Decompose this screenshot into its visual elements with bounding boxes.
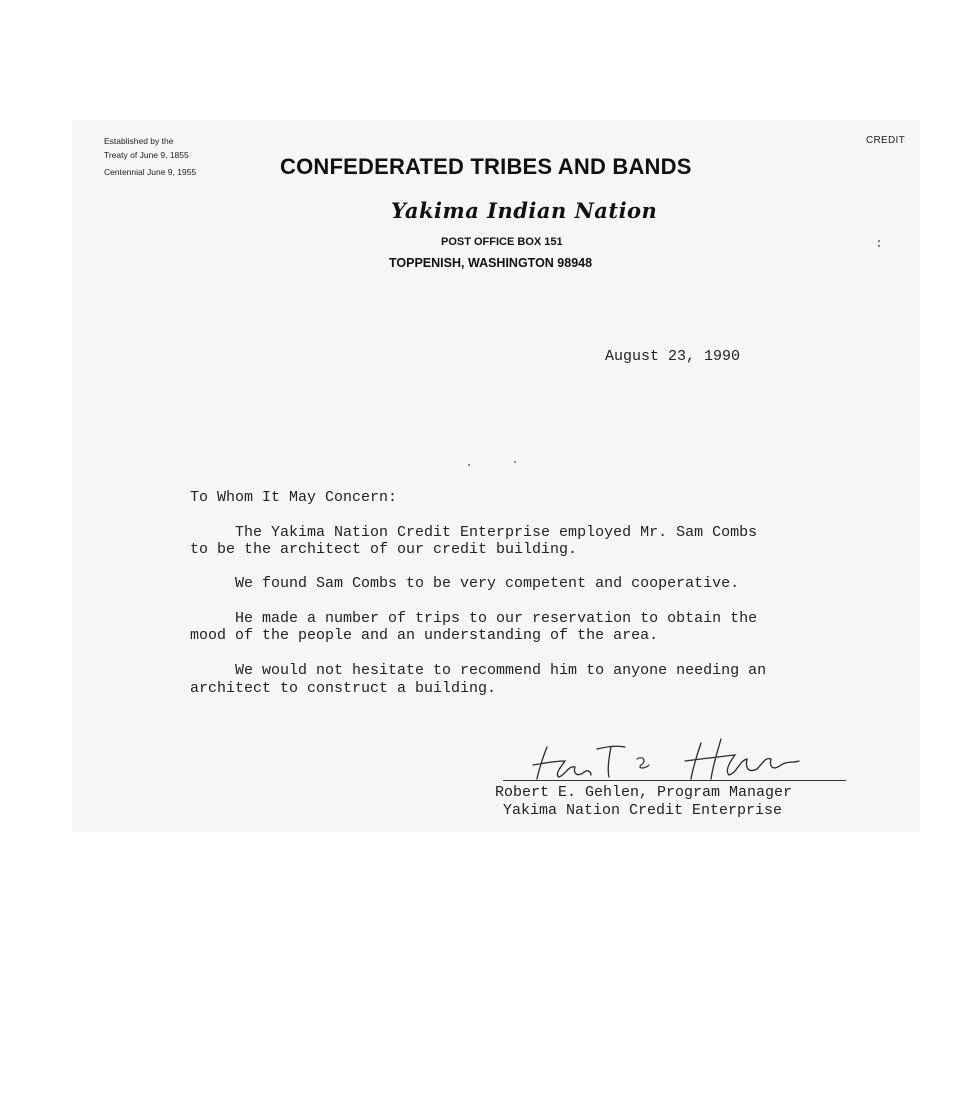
established-line-2: Treaty of June 9, 1855 [104, 150, 189, 160]
corner-tag: CREDIT [866, 135, 906, 146]
handwritten-signature [525, 735, 815, 785]
paragraph-4-line-1: We would not hesitate to recommend him to anyone needing an [190, 662, 767, 679]
signer-name-title: Robert E. Gehlen, Program Manager [495, 784, 793, 801]
salutation: To Whom It May Concern: [190, 489, 398, 506]
scan-speck [878, 245, 880, 247]
signer-organization: Yakima Nation Credit Enterprise [503, 802, 783, 819]
paragraph-3-line-2: mood of the people and an understanding of the area. [190, 627, 659, 644]
paragraph-2-line-1: We found Sam Combs to be very competent and cooperative. [190, 575, 740, 592]
paragraph-3-line-1: He made a number of trips to our reservation to obtain the [190, 610, 758, 627]
paragraph-1-line-2: to be the architect of our credit building. [190, 541, 578, 558]
po-box: POST OFFICE BOX 151 [441, 236, 563, 248]
scan-speck [514, 461, 516, 463]
centennial-line: Centennial June 9, 1955 [104, 167, 197, 177]
organization-title: CONFEDERATED TRIBES AND BANDS [280, 154, 692, 179]
nation-name: Yakima Indian Nation [391, 198, 658, 223]
signature-line [503, 780, 846, 781]
scan-speck [878, 240, 880, 242]
letter-date: August 23, 1990 [605, 348, 741, 365]
city-state-zip: TOPPENISH, WASHINGTON 98948 [389, 256, 593, 270]
established-line-1: Established by the [104, 136, 174, 146]
scan-speck [468, 464, 470, 466]
letter-page [72, 120, 920, 832]
paragraph-1-line-1: The Yakima Nation Credit Enterprise employed Mr. Sam Combs [190, 524, 758, 541]
paragraph-4-line-2: architect to construct a building. [190, 680, 497, 697]
